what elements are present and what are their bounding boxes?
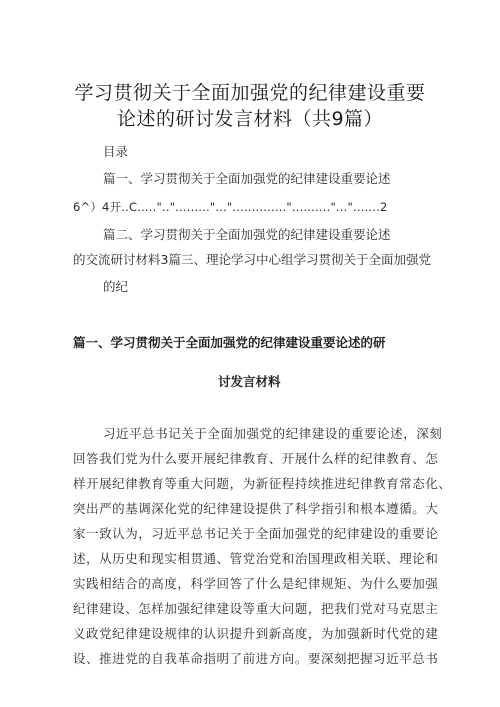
toc-entry-2[interactable]: 篇二、学习贯彻关于全面加强党的纪律建设重要论述 — [103, 227, 391, 242]
body-paragraph-line: 回答我们党为什么要开展纪律教育、开展什么样的纪律教育、怎 — [73, 451, 439, 466]
section-heading-line-2: 讨发言材料 — [218, 374, 281, 389]
body-paragraph-line: 样开展纪律教育等重大问题，为新征程持续推进纪律教育常态化、 — [73, 476, 452, 491]
section-heading-line-1: 篇一、学习贯彻关于全面加强党的纪律建设重要论述的研 — [73, 335, 386, 350]
body-paragraph-line: 义政党纪律建设规律的认识提升到新高度，为加强新时代党的建 — [73, 626, 439, 641]
document-title-line-2: 论述的研讨发言材料（共9篇） — [116, 108, 384, 130]
body-paragraph-line: 突出严的基调深化党的纪律建设提供了科学指引和根本遵循。大 — [73, 501, 439, 516]
toc-heading: 目录 — [103, 144, 129, 159]
body-paragraph-line: 述，从历史和现实相贯通、管党治党和治国理政相关联、理论和 — [73, 551, 439, 566]
document-title-line-1: 学习贯彻关于全面加强党的纪律建设重要 — [74, 82, 426, 104]
body-paragraph-line: 家一致认为，习近平总书记关于全面加强党的纪律建设的重要论 — [73, 526, 439, 541]
toc-entry-2-continued[interactable]: 的交流研讨材料3篇三、理论学习中心组学习贯彻关于全面加强党 — [73, 252, 431, 267]
body-paragraph-line: 纪律建设、怎样加强纪律建设等重大问题，把我们党对马克思主 — [73, 601, 439, 616]
toc-entry-1[interactable]: 篇一、学习贯彻关于全面加强党的纪律建设重要论述 — [103, 171, 391, 186]
body-paragraph-line: 设、推进党的自我革命指明了前进方向。要深刻把握习近平总书 — [73, 651, 439, 666]
body-paragraph-line: 实践相结合的高度，科学回答了什么是纪律规矩、为什么要加强 — [73, 576, 439, 591]
toc-entry-1-leader[interactable]: 6^）4开..C.....".."........."..."..............".........."...".......2 — [73, 200, 388, 214]
toc-entry-3-continued[interactable]: 的纪 — [103, 279, 129, 294]
body-paragraph-line: 习近平总书记关于全面加强党的纪律建设的重要论述，深刻 — [103, 426, 443, 441]
